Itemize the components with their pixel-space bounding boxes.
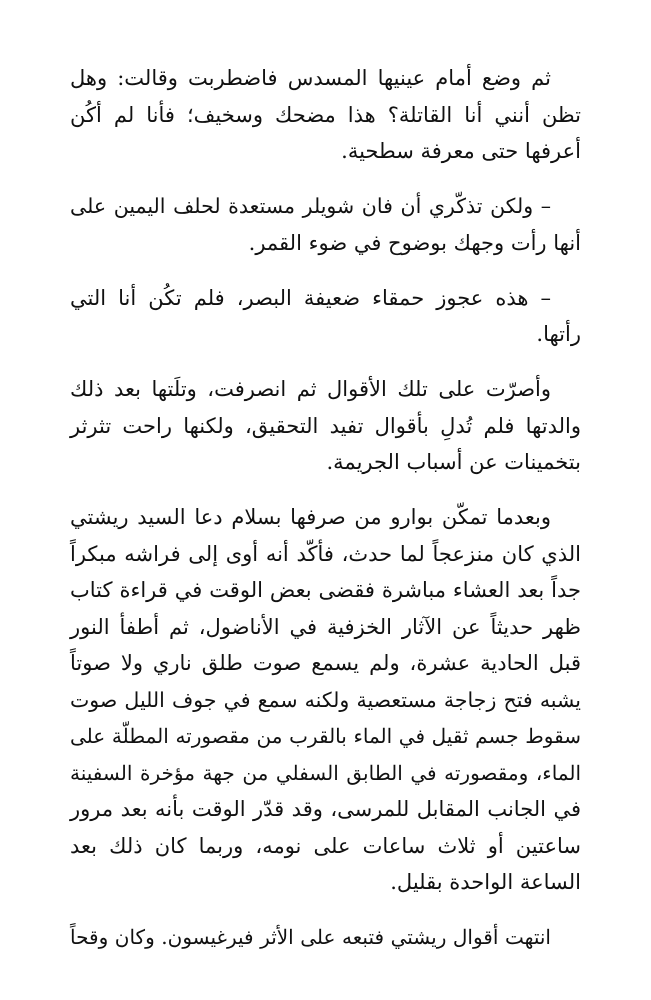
text-line: سقوط جسم ثقيل في الماء بالقرب من مقصورته المطلّة على: [70, 724, 581, 748]
text-line: في الجانب المقابل للمرسى، وقد قدّر الوقت بأنه بعد مرور: [70, 797, 581, 821]
text-line: الساعة الواحدة بقليل.: [390, 870, 581, 894]
paragraph-2: [70, 188, 581, 261]
text-line: انتهت أقوال ريشتي فتبعه على الأثر فيرغيسون. وكان وقحاً: [70, 925, 551, 949]
paragraph-4: [70, 371, 581, 481]
text-line: جداً بعد العشاء مباشرة فقضى بعض الوقت في قراءة كتاب: [70, 578, 581, 602]
text-line: وأصرّت على تلك الأقوال ثم انصرفت، وتلَتها بعد ذلك: [70, 377, 551, 401]
text-line: ظهر حديثاً عن الآثار الخزفية في الأناضول، ثم أطفأ النور: [70, 614, 581, 639]
text-line: وبعدما تمكّن بوارو من صرفها بسلام دعا السيد ريشتي: [70, 505, 551, 529]
text-line: بتخمينات عن أسباب الجريمة.: [326, 450, 581, 474]
text-line: رأتها.: [536, 322, 581, 346]
text-line: ساعتين أو ثلاث ساعات على نومه، وربما كان ذلك بعد: [70, 833, 581, 858]
text-line: أنها رأت وجهك بوضوح في ضوء القمر.: [248, 230, 581, 255]
text-line: – ولكن تذكّري أن فان شويلر مستعدة لحلف اليمين على: [70, 194, 551, 218]
text-line: الذي كان منزعجاً لما حدث، فأكّد أنه أوى إلى فراشه مبكراً: [70, 541, 581, 566]
paragraph-6: [70, 919, 581, 956]
text-line: الماء، ومقصورته في الطابق السفلي من جهة مؤخرة السفينة: [70, 760, 581, 785]
text-line: – هذه عجوز حمقاء ضعيفة البصر، فلم تكُن أنا التي: [70, 285, 551, 310]
text-line: ثم وضع أمام عينيها المسدس فاضطربت وقالت: وهل: [70, 66, 551, 90]
paragraph-5: [70, 499, 581, 901]
paragraph-1: [70, 60, 581, 170]
text-line: والدتها فلم تُدلِ بأقوال تفيد التحقيق، ولكنها راحت تثرثر: [70, 413, 581, 438]
paragraph-3: [70, 280, 581, 353]
text-line: تظن أنني أنا القاتلة؟ هذا مضحك وسخيف؛ فأنا لم أكُن: [70, 102, 581, 127]
text-line: أعرفها حتى معرفة سطحية.: [341, 139, 581, 163]
text-line: قبل الحادية عشرة، ولم يسمع صوت طلق ناري ولا صوتاً: [70, 651, 581, 675]
text-line: يشبه فتح زجاجة مستعصية ولكنه سمع في جوف الليل صوت: [70, 687, 581, 712]
